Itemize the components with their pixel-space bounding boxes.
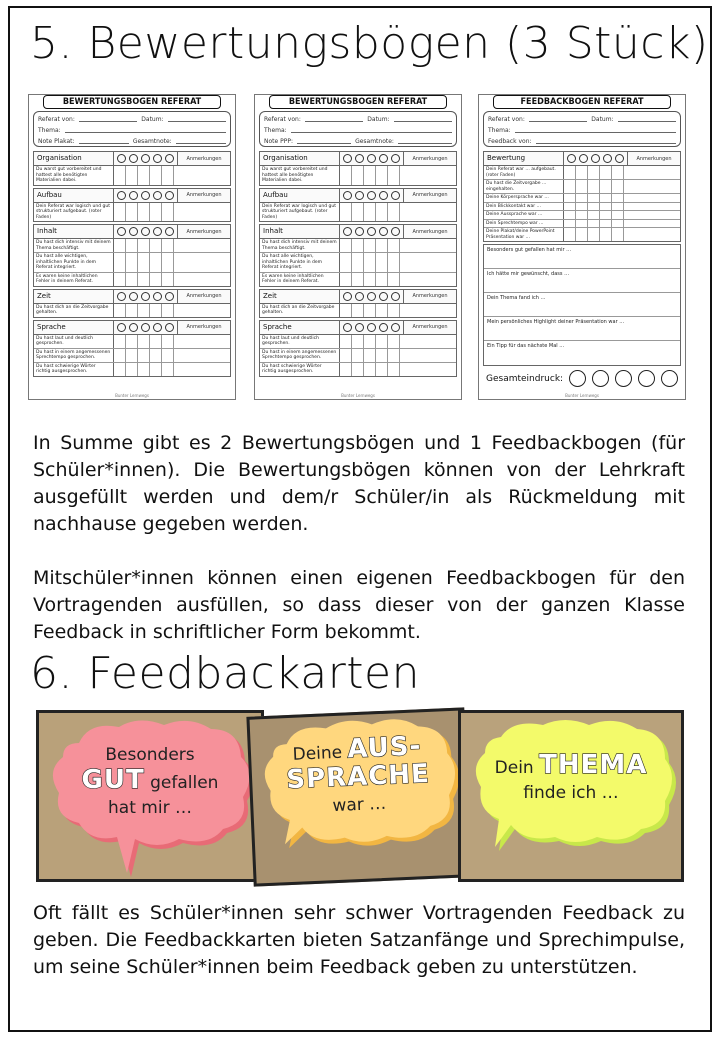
criteria-text: Du hast schwierige Wörter richtig ausgesprochen. <box>34 363 114 376</box>
open-question: Dein Thema fand ich … <box>484 293 680 317</box>
smiley-icon <box>379 191 388 200</box>
smiley-icon <box>117 323 126 332</box>
smiley-scale <box>340 189 404 202</box>
smiley-icon <box>343 323 352 332</box>
criteria-row <box>34 253 230 273</box>
criteria-row <box>34 349 230 363</box>
smiley-icon <box>391 292 400 301</box>
field-label-gesamtnote: Gesamtnote: <box>355 138 394 145</box>
card-text: Dein THEMA finde ich … <box>494 750 648 803</box>
smiley-icon <box>129 292 138 301</box>
field-label-thema: Thema: <box>38 127 61 134</box>
smiley-icon <box>129 323 138 332</box>
smiley-scale <box>564 152 628 165</box>
criteria-text: Du hast alle wichtigen, inhaltlichen Punkte in dem Referat integriert. <box>34 253 114 272</box>
criteria-text: Du hast dich intensiv mit deinem Thema beschäftigt. <box>260 239 340 252</box>
smiley-icon <box>379 292 388 301</box>
smiley-icon <box>569 370 586 387</box>
smiley-icon <box>165 154 174 163</box>
field-label-referat: Referat von: <box>264 116 301 123</box>
rating-section <box>33 320 231 377</box>
smiley-icon <box>117 292 126 301</box>
smiley-scale <box>114 225 178 238</box>
criteria-text: Du hast in einem angemessenen Sprechtempo gesprochen. <box>34 349 114 362</box>
sheet-footer: Bunter Lernwegs <box>341 393 375 398</box>
annotation-label: Anmerkungen <box>412 155 448 162</box>
section-name: Sprache <box>34 321 114 334</box>
sheet-bewertungsbogen-ppp <box>254 94 462 400</box>
smiley-icon <box>117 191 126 200</box>
smiley-icon <box>615 370 632 387</box>
criteria-text: Du warst gut vorbereitet und hattest alle benötigten Materialien dabei. <box>260 166 340 185</box>
card-text: Deine AUS- SPRACHE war … <box>285 731 431 817</box>
smiley-icon <box>638 370 655 387</box>
feedback-card-gut <box>36 710 264 882</box>
smiley-scale <box>114 290 178 303</box>
section-name: Bewertung <box>484 152 564 165</box>
paragraph-summary: In Summe gibt es 2 Bewertungsbögen und 1 Feedbackbogen (für Schüler*innen). Die Bewertungsbögen können von der Lehrkraft ausgefüllt werden und dem/r Schüler/in als Rückmeldung mit nachhause gegeben werden. <box>33 432 685 535</box>
smiley-icon <box>367 323 376 332</box>
criteria-text: Du warst gut vorbereitet und hattest alle benötigten Materialien dabei. <box>34 166 114 185</box>
sheet-title: BEWERTUNGSBOGEN REFERAT <box>269 95 447 109</box>
smiley-icon <box>579 154 588 163</box>
criteria-text: Du hast dich an die Zeitvorgabe gehalten. <box>260 304 340 317</box>
smiley-icon <box>343 292 352 301</box>
criteria-row <box>260 363 456 376</box>
smiley-icon <box>355 227 364 236</box>
rating-section <box>33 224 231 287</box>
open-question: Ich hätte mir gewünscht, dass … <box>484 269 680 293</box>
section-name: Inhalt <box>260 225 340 238</box>
field-label-datum: Datum: <box>367 116 390 123</box>
open-question: Besonders gut gefallen hat mir … <box>484 245 680 269</box>
criteria-text: Du hast alle wichtigen, inhaltlichen Punkte in dem Referat integriert. <box>260 253 340 272</box>
field-label-referat: Referat von: <box>488 116 525 123</box>
criteria-row <box>260 349 456 363</box>
smiley-icon <box>367 191 376 200</box>
smiley-scale <box>340 321 404 334</box>
field-label-datum: Datum: <box>591 116 614 123</box>
criteria-row <box>484 180 680 194</box>
annotation-label: Anmerkungen <box>186 192 222 198</box>
criteria-text: Du hast in einem angemessenen Sprechtempo gesprochen. <box>260 349 340 362</box>
criteria-row <box>260 166 456 185</box>
card-text: Besonders GUT gefallen hat mir … <box>81 745 219 818</box>
criteria-row <box>484 203 680 212</box>
field-label-note: Note Plakat: <box>38 138 75 145</box>
smiley-icon <box>661 370 678 387</box>
smiley-icon <box>355 154 364 163</box>
field-label-thema: Thema: <box>488 127 511 134</box>
smiley-icon <box>379 323 388 332</box>
smiley-icon <box>367 292 376 301</box>
sheet-footer: Bunter Lernwegs <box>565 393 599 398</box>
smiley-icon <box>153 292 162 301</box>
smiley-scale <box>114 189 178 202</box>
annotation-label: Anmerkungen <box>636 155 672 162</box>
smiley-icon <box>153 154 162 163</box>
smiley-icon <box>391 191 400 200</box>
smiley-icon <box>165 292 174 301</box>
smiley-icon <box>567 154 576 163</box>
section-name: Organisation <box>34 152 114 165</box>
smiley-icon <box>141 323 150 332</box>
sheet-feedbackbogen <box>478 94 686 400</box>
section-name: Zeit <box>260 290 340 303</box>
criteria-text: Dein Blickkontakt war … <box>484 203 564 211</box>
criteria-row <box>484 228 680 241</box>
feedback-card-thema <box>458 710 684 882</box>
smiley-icon <box>129 191 138 200</box>
rating-section <box>33 289 231 318</box>
section-title-feedbackarten: 6. Feedbackarten <box>30 648 420 699</box>
annotation-label: Anmerkungen <box>412 228 448 235</box>
field-label-gesamtnote: Gesamtnote: <box>132 138 172 145</box>
smiley-icon <box>153 227 162 236</box>
sheet-header-fields <box>33 111 231 147</box>
criteria-row <box>260 253 456 273</box>
smiley-icon <box>141 191 150 200</box>
criteria-row <box>260 304 456 317</box>
rating-section <box>259 151 457 186</box>
criteria-text: Es waren keine inhaltlichen Fehler in deinem Referat. <box>260 273 340 286</box>
sheet-header-fields <box>483 111 681 147</box>
sheet-bewertungsbogen-plakat <box>28 94 236 400</box>
criteria-text: Du hast die Zeitvorgabe … eingehalten. <box>484 180 564 193</box>
rating-section <box>33 151 231 186</box>
criteria-text: Deine Körpersprache war … <box>484 194 564 202</box>
criteria-text: Dein Referat war logisch und gut strukturiert aufgebaut. (roter Faden) <box>34 203 114 222</box>
criteria-row <box>260 273 456 286</box>
criteria-text: Deine Plakat/deine PowerPoint Präsentation war … <box>484 228 564 241</box>
smiley-scale <box>340 152 404 165</box>
smiley-scale <box>340 290 404 303</box>
open-question: Ein Tipp für das nächste Mal … <box>487 343 565 349</box>
annotation-label: Anmerkungen <box>186 155 222 162</box>
criteria-row <box>260 335 456 349</box>
criteria-row <box>34 203 230 222</box>
smiley-icon <box>153 191 162 200</box>
rating-section <box>259 320 457 377</box>
rating-grid <box>259 151 457 391</box>
smiley-icon <box>129 154 138 163</box>
criteria-text: Deine Aussprache war … <box>484 211 564 219</box>
section-name: Organisation <box>260 152 340 165</box>
criteria-row <box>484 166 680 180</box>
section-name: Inhalt <box>34 225 114 238</box>
criteria-row <box>260 239 456 253</box>
criteria-row <box>34 304 230 317</box>
smiley-icon <box>615 154 624 163</box>
paragraph-peer-feedback: Mitschüler*innen können einen eigenen Feedbackbogen für den Vortragenden ausfüllen, so dass dieser von der ganzen Klasse Feedback in schriftlicher Form bekommt. <box>33 567 685 643</box>
rating-section <box>483 151 681 242</box>
criteria-text: Du hast laut und deutlich gesprochen. <box>34 335 114 348</box>
smiley-icon <box>391 227 400 236</box>
criteria-row <box>34 363 230 376</box>
criteria-row <box>260 203 456 222</box>
smiley-icon <box>355 191 364 200</box>
smiley-icon <box>355 292 364 301</box>
smiley-icon <box>379 154 388 163</box>
smiley-icon <box>391 154 400 163</box>
smiley-icon <box>165 191 174 200</box>
section-name: Sprache <box>260 321 340 334</box>
criteria-text: Dein Referat war logisch und gut strukturiert aufgebaut. (roter Faden) <box>260 203 340 222</box>
smiley-icon <box>141 227 150 236</box>
section-name: Aufbau <box>260 189 340 202</box>
annotation-label: Anmerkungen <box>186 228 222 235</box>
smiley-icon <box>141 292 150 301</box>
smiley-icon <box>355 323 364 332</box>
smiley-icon <box>343 154 352 163</box>
annotation-label: Anmerkungen <box>186 293 222 299</box>
field-label-note: Note PPP: <box>264 138 293 145</box>
criteria-text: Dein Referat war … aufgebaut. (roter Faden) <box>484 166 564 179</box>
rating-grid <box>33 151 231 391</box>
smiley-icon <box>591 154 600 163</box>
smiley-scale <box>340 225 404 238</box>
overall-impression <box>483 370 681 387</box>
overall-label: Gesamteindruck: <box>486 373 564 384</box>
smiley-icon <box>129 227 138 236</box>
field-label-feedback-von: Feedback von: <box>488 138 532 145</box>
paragraph-feedback-cards: Oft fällt es Schüler*innen sehr schwer Vortragenden Feedback zu geben. Die Feedbackkarten bieten Satzanfänge und Sprechimpulse, um seine Schüler*innen beim Feedback geben zu unterstützen. <box>33 902 685 978</box>
smiley-icon <box>153 323 162 332</box>
annotation-label: Anmerkungen <box>412 324 448 330</box>
section-title-bewertungsboegen: 5. Bewertungsbögen (3 Stück) <box>30 18 709 69</box>
smiley-icon <box>165 323 174 332</box>
criteria-text: Du hast laut und deutlich gesprochen. <box>260 335 340 348</box>
rating-section <box>259 188 457 223</box>
criteria-text: Du hast dich an die Zeitvorgabe gehalten. <box>34 304 114 317</box>
rating-section <box>259 224 457 287</box>
criteria-row <box>484 220 680 229</box>
smiley-icon <box>117 227 126 236</box>
criteria-text: Dein Sprechtempo war … <box>484 220 564 228</box>
field-label-thema: Thema: <box>264 127 287 134</box>
section-name: Aufbau <box>34 189 114 202</box>
annotation-label: Anmerkungen <box>186 324 222 330</box>
smiley-icon <box>117 154 126 163</box>
smiley-icon <box>343 227 352 236</box>
smiley-icon <box>141 154 150 163</box>
rating-section <box>33 188 231 223</box>
section-name: Zeit <box>34 290 114 303</box>
sheet-header-fields <box>259 111 457 147</box>
feedback-card-aussprache <box>246 707 471 886</box>
smiley-icon <box>592 370 609 387</box>
smiley-icon <box>603 154 612 163</box>
smiley-icon <box>367 227 376 236</box>
open-questions <box>483 244 681 366</box>
criteria-text: Es waren keine inhaltlichen Fehler in deinem Referat. <box>34 273 114 286</box>
feedback-grid <box>483 151 681 391</box>
open-question: Mein persönliches Highlight deiner Präsentation war … <box>484 317 680 341</box>
sheet-title: FEEDBACKBOGEN REFERAT <box>493 95 671 109</box>
annotation-label: Anmerkungen <box>412 293 448 299</box>
criteria-row <box>484 211 680 220</box>
criteria-row <box>484 194 680 203</box>
criteria-text: Du hast dich intensiv mit deinem Thema beschäftigt. <box>34 239 114 252</box>
field-label-datum: Datum: <box>141 116 164 123</box>
smiley-icon <box>343 191 352 200</box>
sheet-title: BEWERTUNGSBOGEN REFERAT <box>43 95 221 109</box>
criteria-row <box>34 239 230 253</box>
rating-section <box>259 289 457 318</box>
smiley-scale <box>114 321 178 334</box>
smiley-scale <box>114 152 178 165</box>
annotation-label: Anmerkungen <box>412 192 448 198</box>
smiley-icon <box>379 227 388 236</box>
criteria-text: Du hast schwierige Wörter richtig ausgesprochen. <box>260 363 340 376</box>
sheet-footer: Bunter Lernwegs <box>115 393 149 398</box>
smiley-icon <box>165 227 174 236</box>
criteria-row <box>34 166 230 185</box>
criteria-row <box>34 273 230 286</box>
criteria-row <box>34 335 230 349</box>
field-label-referat: Referat von: <box>38 116 75 123</box>
smiley-icon <box>391 323 400 332</box>
smiley-icon <box>367 154 376 163</box>
